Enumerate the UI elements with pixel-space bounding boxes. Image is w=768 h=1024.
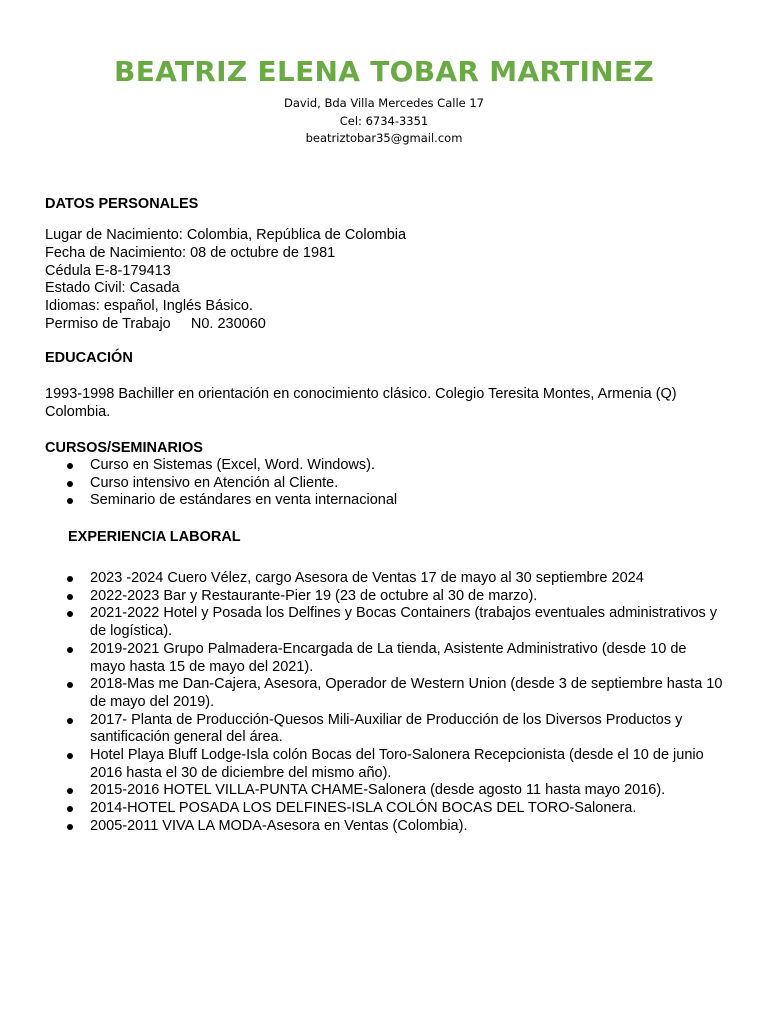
contact-email: beatriztobar35@gmail.com [305,131,463,145]
contact-phone: Cel: 6734-3351 [339,113,429,128]
section-heading-courses: CURSOS/SEMINARIOS [45,440,203,456]
personal-line: Permiso de Trabajo N0. 230060 [45,316,266,332]
list-item: 2022-2023 Bar y Restaurante-Pier 19 (23 de octubre al 30 de marzo). [45,588,725,606]
section-heading-experience: EXPERIENCIA LABORAL [68,529,241,545]
education-text: 1993-1998 Bachiller en orientación en conocimiento clásico. Colegio Teresita Montes, Armenia (Q) Colombia. [45,386,677,420]
personal-line: Idiomas: español, Inglés Básico. [45,298,253,314]
personal-line: Lugar de Nacimiento: Colombia, República de Colombia [45,227,407,243]
personal-line: Fecha de Nacimiento: 08 de octubre de 1981 [45,245,336,261]
list-item: 2023 -2024 Cuero Vélez, cargo Asesora de Ventas 17 de mayo al 30 septiembre 2024 [45,570,725,588]
list-item: Curso en Sistemas (Excel, Word. Windows). [45,457,725,475]
list-item: 2021-2022 Hotel y Posada los Delfines y Bocas Containers (trabajos eventuales administrativos y de logística). [45,605,725,640]
personal-line: Cédula E-8-179413 [45,262,171,279]
experience-list [45,570,725,836]
list-item: 2019-2021 Grupo Palmadera-Encargada de La tienda, Asistente Administrativo (desde 10 de mayo hasta 15 de mayo del 2021). [45,641,725,676]
list-item: 2015-2016 HOTEL VILLA-PUNTA CHAME-Salonera (desde agosto 11 hasta mayo 2016). [45,782,725,800]
list-item: Hotel Playa Bluff Lodge-Isla colón Bocas del Toro-Salonera Recepcionista (desde el 10 de junio 2016 hasta el 30 de diciembre del mismo año). [45,747,725,782]
courses-list [45,457,725,510]
list-item: 2017- Planta de Producción-Quesos Mili-Auxiliar de Producción de los Diversos Productos y santificación general del área. [45,712,725,747]
candidate-name: BEATRIZ ELENA TOBAR MARTINEZ [114,55,654,88]
list-item: Seminario de estándares en venta internacional [45,492,725,510]
section-heading-personal: DATOS PERSONALES [45,196,199,212]
personal-line: Estado Civil: Casada [45,280,180,296]
list-item: 2005-2011 VIVA LA MODA-Asesora en Ventas (Colombia). [45,818,725,836]
section-heading-education: EDUCACIÓN [45,350,133,366]
list-item: 2018-Mas me Dan-Cajera, Asesora, Operador de Western Union (desde 3 de septiembre hasta 10 de mayo del 2019). [45,676,725,711]
contact-address: David, Bda Villa Mercedes Calle 17 [283,96,485,110]
list-item: Curso intensivo en Atención al Cliente. [45,475,725,493]
list-item: 2014-HOTEL POSADA LOS DELFINES-ISLA COLÓN BOCAS DEL TORO-Salonera. [45,800,725,818]
